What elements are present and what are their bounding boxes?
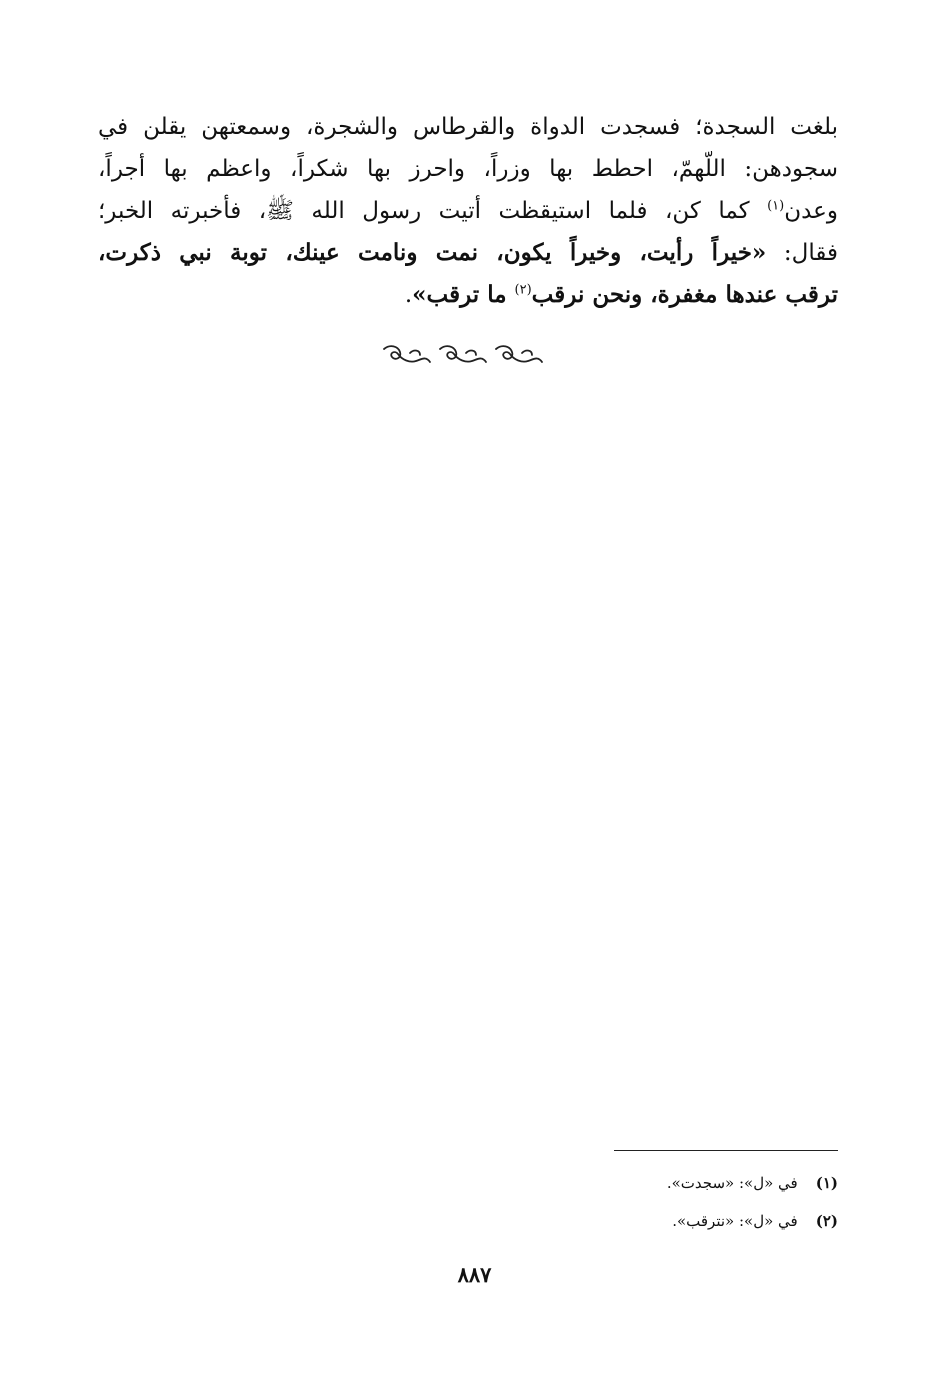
footnote-1-number: (١) xyxy=(815,1174,838,1192)
footnote-2-text: في «ل»: «نترقب». xyxy=(672,1212,798,1230)
scroll-ornament-unit-2 xyxy=(440,346,486,362)
body-line-3-start: وعدن xyxy=(784,198,838,224)
footnote-2 xyxy=(418,1202,838,1240)
body-line-3-end: كما كن، فلما استيقظت أتيت رسول الله ﷺ، فأخبرته الخبر؛ xyxy=(98,198,768,224)
body-line-1: بلغت السجدة؛ فسجدت الدواة والقرطاس والشجرة، وسمعتهن يقلن في xyxy=(98,114,838,140)
footnote-2-number: (٢) xyxy=(815,1212,838,1230)
body-text xyxy=(98,106,838,316)
footnote-1 xyxy=(418,1164,838,1202)
scroll-ornament-icon xyxy=(380,340,550,370)
quote-line-5-end: ما ترقب» xyxy=(412,281,515,308)
body-line-4 xyxy=(98,232,838,274)
footnote-ref-1[interactable]: (١) xyxy=(767,198,785,214)
footnote-1-text: في «ل»: «سجدت». xyxy=(666,1174,798,1192)
body-line-3 xyxy=(98,190,838,232)
body-line-5 xyxy=(98,274,838,316)
body-line-4-start: فقال: xyxy=(766,240,838,266)
footnote-separator xyxy=(614,1150,838,1151)
page-number: ٨٨٧ xyxy=(457,1262,492,1287)
quote-line-5-start: ترقب عندها مغفرة، ونحن نرقب xyxy=(531,281,838,308)
body-line-2: سجودهن: اللّهمّ، احطط بها وزراً، واحرز بها شكراً، واعظم بها أجراً، xyxy=(98,156,838,182)
body-line-5-period: . xyxy=(404,282,413,308)
scroll-ornament-unit-1 xyxy=(384,346,430,362)
quote-line-4: «خيراً رأيت، وخيراً يكون، نمت ونامت عينك، توبة نبي ذكرت، xyxy=(98,239,767,266)
scroll-ornament-unit-3 xyxy=(496,346,542,362)
footnote-ref-2[interactable]: (٢) xyxy=(514,282,532,298)
footnotes xyxy=(418,1164,838,1240)
